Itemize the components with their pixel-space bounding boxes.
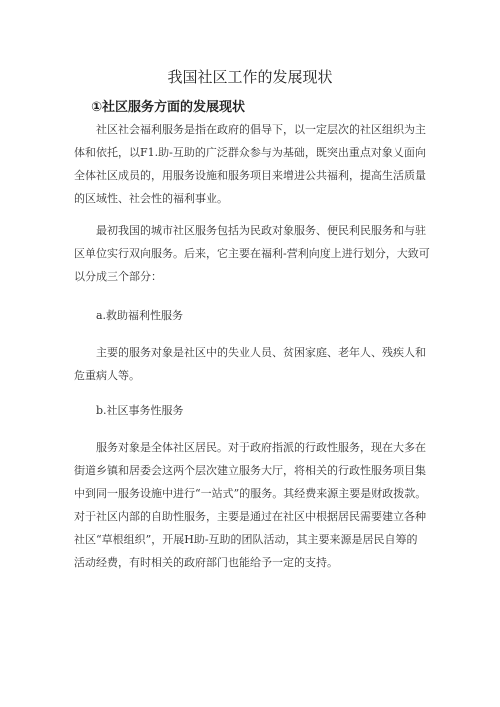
paragraph-line: 最初我国的城市社区服务包括为民政对象服务、便民利民服务和与驻 (96, 224, 426, 237)
paragraph-line: 中到同一服务设施中进行“一站式”的服务。其经费来源主要是财政拨款。 (74, 487, 427, 500)
subheading-a: a.救助福利性服务 (96, 309, 184, 322)
paragraph-2 (74, 219, 436, 288)
paragraph-line: 以分成三个部分： (74, 270, 162, 283)
paragraph-line: 区单位实行双向服务。后来，它主要在福利-营利向度上进行划分，大致可 (74, 247, 430, 260)
paragraph-3 (74, 341, 436, 387)
paragraph-line: 服务对象是全体社区居民。对于政府指派的行政性服务，现在大多在 (96, 441, 426, 454)
paragraph-line: 危重病人等。 (74, 369, 140, 382)
paragraph-line: 街道乡镇和居委会这两个层次建立服务大厅，将相关的行政性服务项目集 (74, 464, 426, 477)
section-heading: ①社区服务方面的发展现状 (91, 100, 246, 115)
paragraph-line: 社区“草根组织”，开展H助-互助的团队活动，其主要来源是居民自筹的 (74, 533, 418, 546)
subheading-b: b.社区事务性服务 (96, 404, 184, 417)
paragraph-line: 全体社区成员的，用服务设施和服务项目来增进公共福利，提高生活质量 (74, 169, 426, 182)
document-title: 我国社区工作的发展现状 (167, 68, 333, 86)
paragraph-line: 的区域性、社会性的福利事业。 (74, 192, 228, 205)
paragraph-4 (74, 436, 436, 574)
paragraph-line: 社区社会福利服务是指在政府的倡导下，以一定层次的社区组织为主 (96, 123, 426, 136)
paragraph-line: 主要的服务对象是社区中的失业人员、贫困家庭、老年人、残疾人和 (96, 346, 426, 359)
paragraph-line: 活动经费，有时相关的政府部门也能给予一定的支持。 (74, 556, 338, 569)
paragraph-line: 对于社区内部的自助性服务，主要是通过在社区中根据居民需要建立各种 (74, 510, 426, 523)
paragraph-1 (74, 118, 436, 210)
paragraph-line: 体和依托，以F1.助-互助的广泛群众参与为基础，既突出重点对象乂面向 (74, 146, 426, 159)
